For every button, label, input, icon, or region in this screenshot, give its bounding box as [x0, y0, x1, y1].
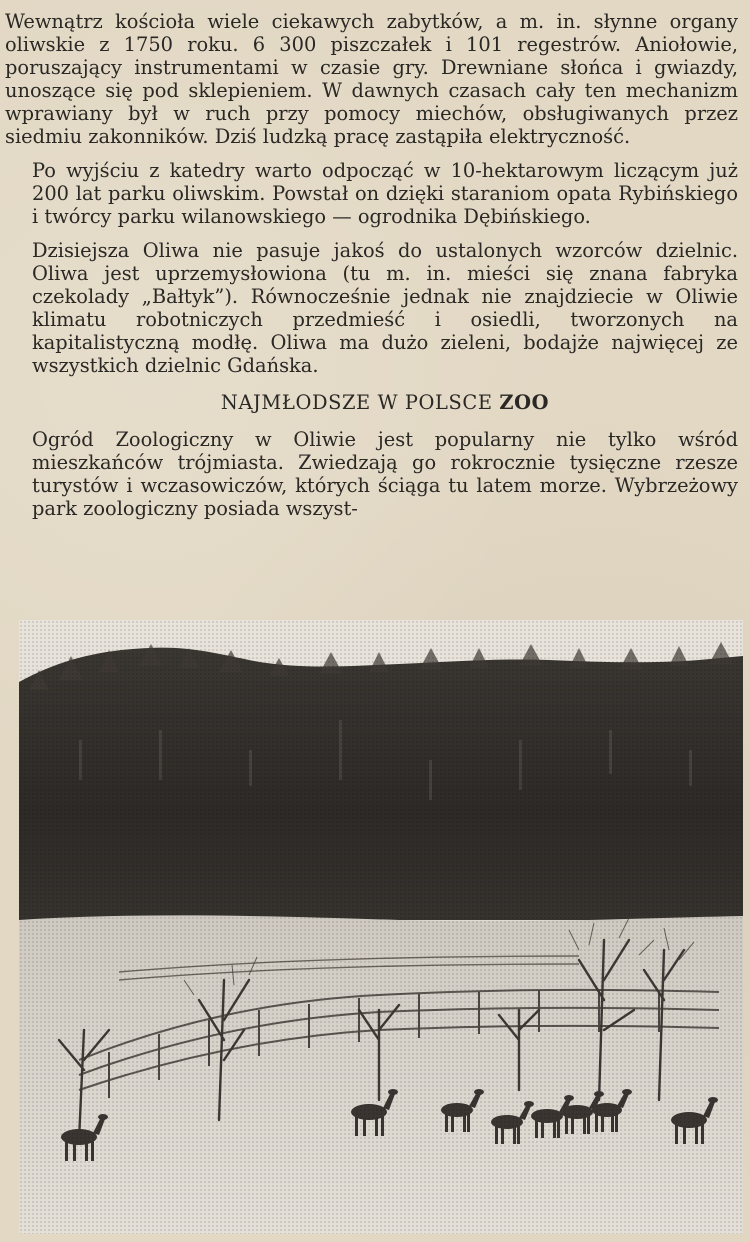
paragraph-organs: Wewnątrz kościoła wiele ciekawych zabytków, a m. in. słynne organy oliwskie z 1750 roku. 6 300 piszczałek i 101 regestrów. Aniołowie, poruszający instrumentami w czasie gry. Drewniane słońca i gwiazdy, unoszące się pod sklepieniem. W dawnych czasach cały ten mechanizm wprawiany był w ruch przy pomocy miechów, obsługiwanych przez siedmiu zakonników. Dziś ludzką pracę zastąpiła elektryczność. — [5, 10, 738, 148]
paragraph-zoo: Ogród Zoologiczny w Oliwie jest popularny nie tylko wśród mieszkańców trójmiasta. Zwiedzają go rokrocznie tysięczne rzesze turystów i wczasowiczów, których ściąga tu latem morze. Wybrzeżowy park zoologiczny posiada wszyst- — [32, 428, 738, 520]
zoo-photo — [19, 620, 743, 1234]
heading-text: NAJMŁODSZE W POLSCE — [220, 391, 500, 414]
paragraph-oliwa: Dzisiejsza Oliwa nie pasuje jakoś do ustalonych wzorców dzielnic. Oliwa jest uprzemysłowiona (tu m. in. mieści się znana fabryka czekolady „Bałtyk”). Równocześnie jednak nie znajdziecie w Oliwie klimatu robotniczych przedmieść i osiedli, tworzonych na kapitalistyczną modłę. Oliwa ma dużo zieleni, bodajże najwięcej ze wszystkich dzielnic Gdańska. — [32, 239, 738, 377]
article-text — [5, 10, 738, 531]
section-heading — [32, 391, 738, 414]
heading-zoo: ZOO — [499, 391, 550, 414]
paragraph-park: Po wyjściu z katedry warto odpocząć w 10-hektarowym liczącym już 200 lat parku oliwskim. Powstał on dzięki staraniom opata Rybińskiego i twórcy parku wilanowskiego — ogrodnika Dębińskiego. — [32, 159, 738, 228]
zoo-photo-illustration — [19, 620, 743, 1234]
